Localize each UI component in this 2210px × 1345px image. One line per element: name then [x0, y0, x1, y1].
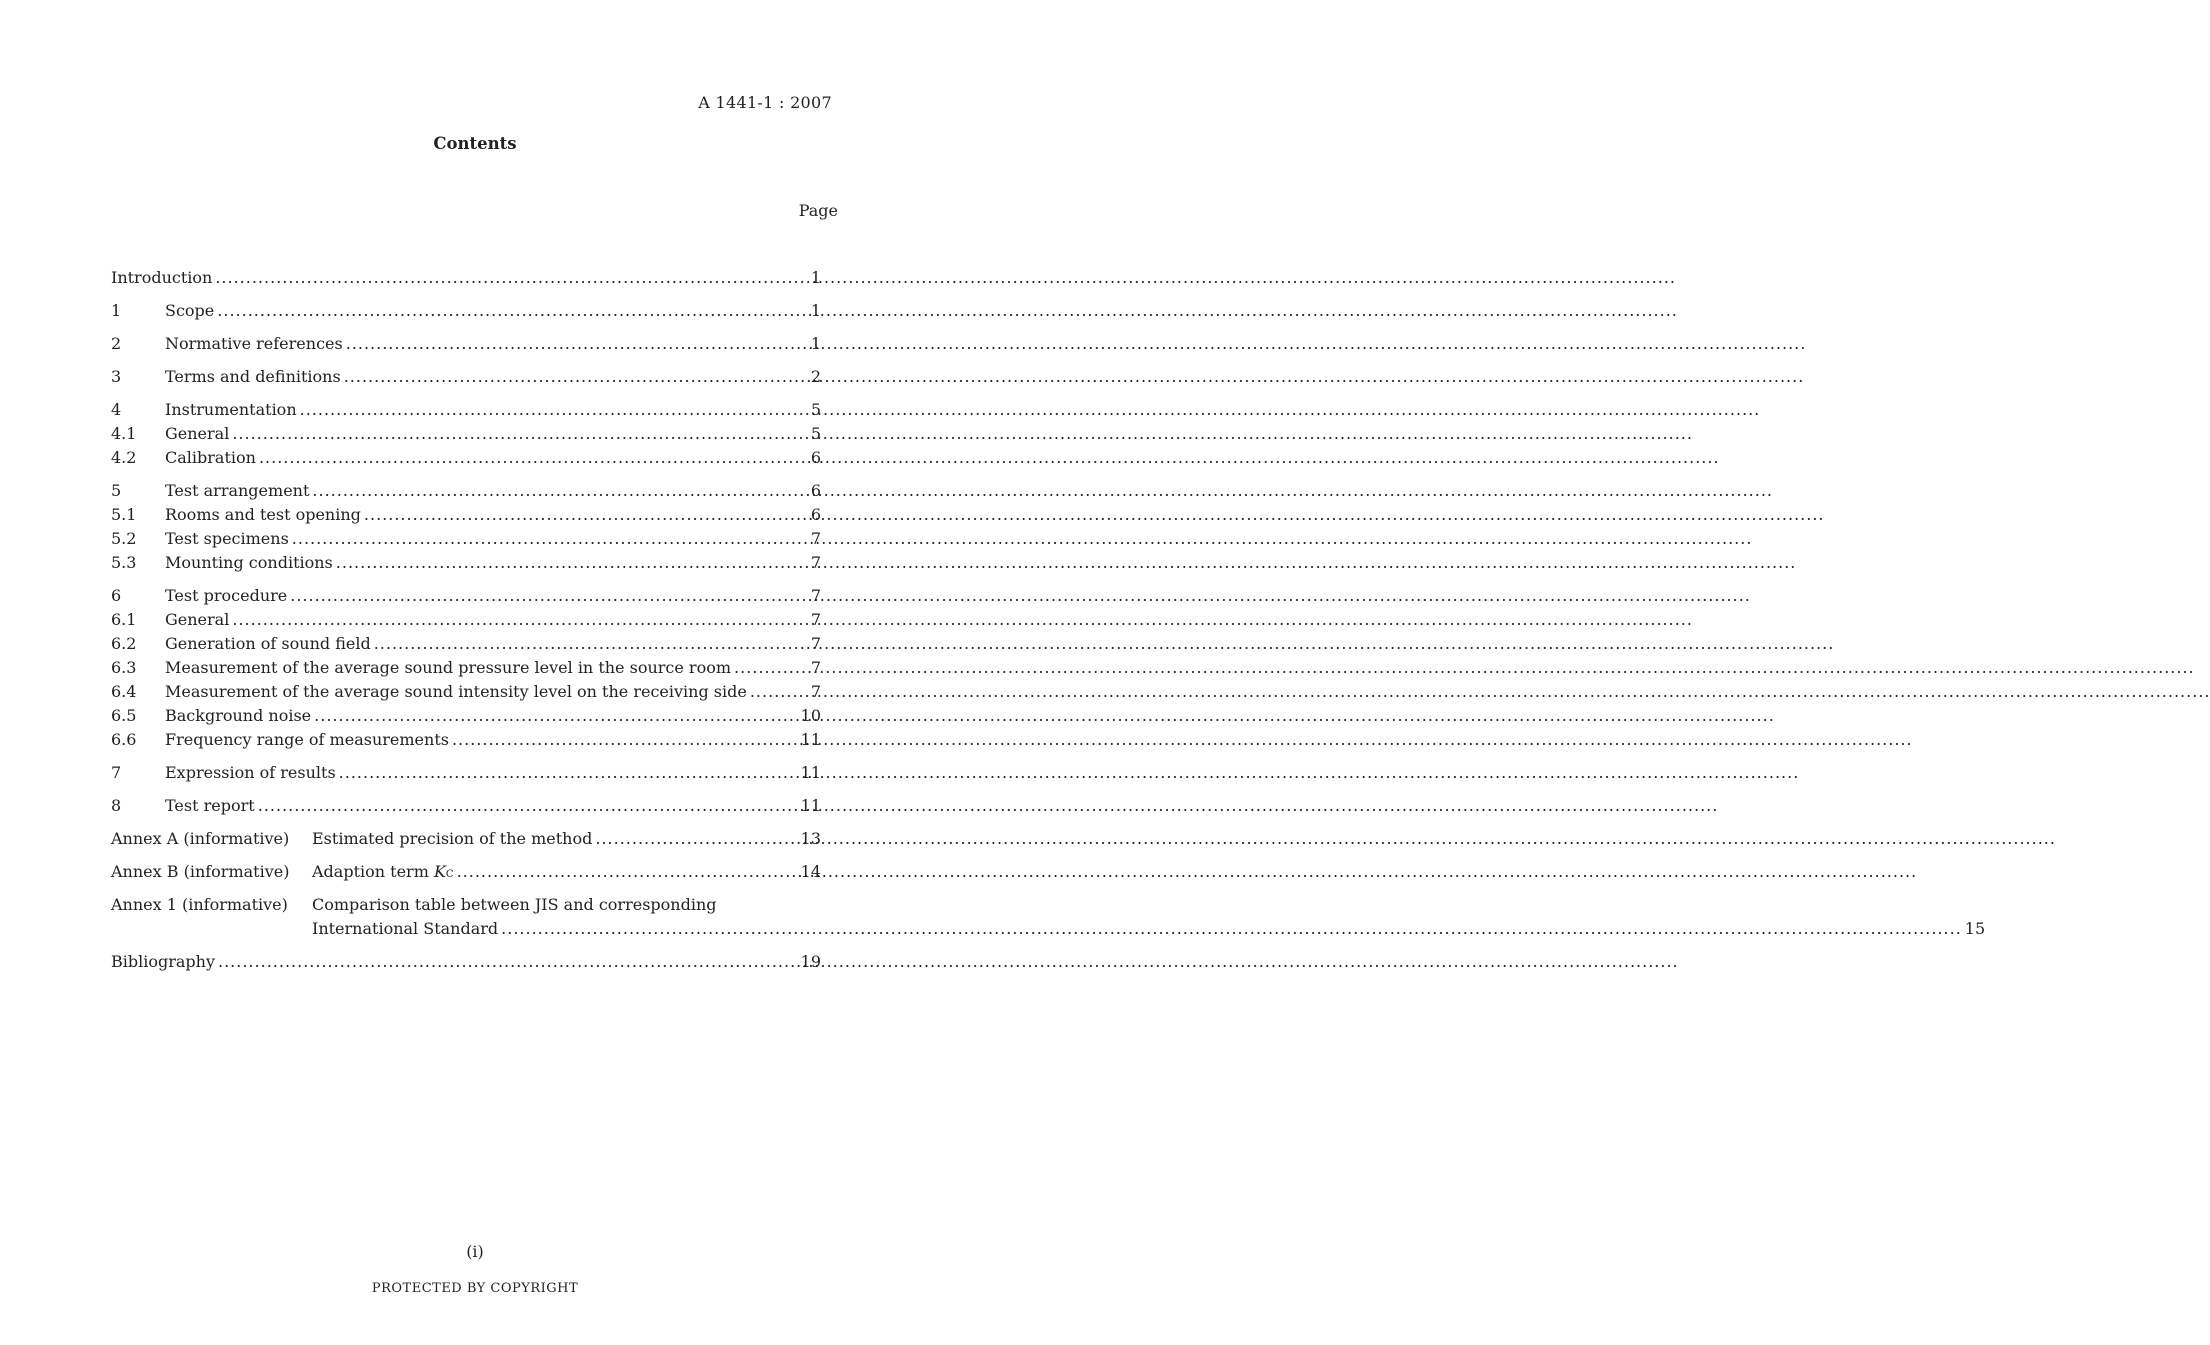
- annex-1-title-line-2: [312, 917, 1985, 941]
- toc-leader-dots: [215, 266, 807, 290]
- table-of-contents: [111, 266, 1986, 974]
- toc-leader-dots: [258, 794, 798, 818]
- toc-number: 5.1: [111, 505, 137, 524]
- footer-page-number: (i): [466, 1242, 484, 1261]
- page-column-heading: Page: [798, 201, 838, 220]
- kc-symbol-letter: K: [433, 862, 446, 881]
- toc-label: Measurement of the average sound intensity level on the receiving side: [165, 682, 747, 701]
- toc-entry-annex-a[interactable]: [111, 827, 821, 851]
- toc-leader-dots: [232, 422, 807, 446]
- toc-entry-sound-pressure-level[interactable]: [111, 656, 821, 680]
- toc-label: Test procedure: [165, 586, 288, 605]
- toc-number: 6.1: [111, 610, 137, 629]
- annex-b-title: Adaption term: [312, 862, 429, 881]
- toc-leader-dots: [457, 860, 798, 884]
- toc-leader-dots: [292, 527, 808, 551]
- toc-leader-dots: [217, 299, 808, 323]
- toc-label: Instrumentation: [165, 400, 297, 419]
- toc-leader-dots: [218, 950, 798, 974]
- toc-number: 5: [111, 481, 122, 500]
- toc-entry-instrumentation[interactable]: [111, 398, 821, 422]
- toc-leader-dots: [259, 446, 808, 470]
- toc-number: 6: [111, 586, 122, 605]
- annex-1-title-block: [312, 893, 1985, 941]
- toc-page-number: 11: [800, 763, 821, 782]
- annex-1-title-line-1: [312, 893, 1985, 917]
- toc-number: 7: [111, 763, 122, 782]
- toc-entry-normative-references[interactable]: [111, 332, 821, 356]
- toc-entry-background-noise[interactable]: [111, 704, 821, 728]
- toc-entry-annex-1[interactable]: [111, 893, 1986, 941]
- toc-page-number: 19: [800, 952, 821, 971]
- toc-entry-procedure-general[interactable]: [111, 608, 821, 632]
- toc-label: Generation of sound field: [165, 634, 371, 653]
- toc-number: 2: [111, 334, 122, 353]
- toc-entry-sound-intensity-level[interactable]: [111, 680, 821, 704]
- toc-label: Mounting conditions: [165, 553, 333, 572]
- toc-label: General: [165, 424, 230, 443]
- toc-label: Normative references: [165, 334, 343, 353]
- toc-leader-dots: [344, 365, 808, 389]
- page-title: Contents: [433, 134, 517, 153]
- toc-number: 3: [111, 367, 122, 386]
- toc-entry-calibration[interactable]: [111, 446, 821, 470]
- toc-label: Bibliography: [111, 952, 215, 971]
- toc-label: Measurement of the average sound pressure level in the source room: [165, 658, 732, 677]
- toc-leader-dots: [750, 680, 808, 704]
- toc-leader-dots: [734, 656, 808, 680]
- toc-label: Scope: [165, 301, 215, 320]
- toc-label: Expression of results: [165, 763, 336, 782]
- toc-label: International Standard: [312, 919, 499, 938]
- toc-entry-bibliography[interactable]: [111, 950, 821, 974]
- toc-label: Background noise: [165, 706, 312, 725]
- toc-number: 6.5: [111, 706, 137, 725]
- toc-number: 8: [111, 796, 122, 815]
- toc-entry-test-report[interactable]: [111, 794, 821, 818]
- toc-page-number: 7: [810, 586, 821, 605]
- toc-number: 4.1: [111, 424, 137, 443]
- toc-leader-dots: [364, 503, 808, 527]
- toc-label: Estimated precision of the method: [312, 829, 593, 848]
- toc-leader-dots: [595, 827, 797, 851]
- toc-leader-dots: [339, 761, 798, 785]
- toc-page-number: 7: [810, 682, 821, 701]
- toc-number: 4.2: [111, 448, 137, 467]
- toc-label: Terms and definitions: [165, 367, 341, 386]
- toc-number: 6.4: [111, 682, 137, 701]
- toc-label: Comparison table between JIS and corresponding: [312, 895, 717, 914]
- toc-label: Test specimens: [165, 529, 289, 548]
- toc-number: 6.3: [111, 658, 137, 677]
- toc-entry-frequency-range[interactable]: [111, 728, 821, 752]
- toc-leader-dots: [374, 632, 808, 656]
- toc-page-number: 6: [810, 481, 821, 500]
- annex-label: Annex 1 (informative): [111, 895, 288, 914]
- toc-label: Test report: [165, 796, 255, 815]
- toc-page-number: 5: [810, 424, 821, 443]
- toc-leader-dots: [501, 917, 1962, 941]
- toc-page-number: 1: [810, 334, 821, 353]
- toc-label: Introduction: [111, 268, 213, 287]
- toc-leader-dots: [452, 728, 798, 752]
- toc-number: 6.6: [111, 730, 137, 749]
- toc-page-number: 13: [800, 829, 821, 848]
- toc-number: 6.2: [111, 634, 137, 653]
- toc-label: Calibration: [165, 448, 256, 467]
- toc-entry-mounting-conditions[interactable]: [111, 551, 821, 575]
- toc-leader-dots: [336, 551, 808, 575]
- toc-leader-dots: [232, 608, 807, 632]
- toc-label: Test arrangement: [165, 481, 310, 500]
- kc-symbol: [434, 862, 454, 881]
- kc-subscript: C: [445, 869, 454, 880]
- toc-number: 1: [111, 301, 122, 320]
- toc-page-number: 5: [810, 400, 821, 419]
- toc-page-number: 1: [810, 301, 821, 320]
- toc-page-number: 15: [1964, 919, 1986, 938]
- toc-page-number: 14: [800, 862, 821, 881]
- toc-entry-introduction[interactable]: [111, 266, 821, 290]
- toc-entry-generation-of-sound-field[interactable]: [111, 632, 821, 656]
- toc-number: 5.3: [111, 553, 137, 572]
- toc-label: Frequency range of measurements: [165, 730, 449, 749]
- toc-page-number: 10: [800, 706, 821, 725]
- toc-entry-test-procedure[interactable]: [111, 584, 821, 608]
- toc-entry-expression-of-results[interactable]: [111, 761, 821, 785]
- toc-leader-dots: [300, 398, 808, 422]
- toc-page-number: 6: [810, 448, 821, 467]
- toc-entry-terms-and-definitions[interactable]: [111, 365, 821, 389]
- toc-label: Rooms and test opening: [165, 505, 361, 524]
- toc-entry-instrumentation-general[interactable]: [111, 422, 821, 446]
- toc-entry-test-specimens[interactable]: [111, 527, 821, 551]
- toc-label: [312, 860, 454, 887]
- toc-entry-test-arrangement[interactable]: [111, 479, 821, 503]
- copyright-notice: PROTECTED BY COPYRIGHT: [371, 1281, 579, 1296]
- toc-leader-dots: [346, 332, 808, 356]
- toc-number: 4: [111, 400, 122, 419]
- annex-label: Annex A (informative): [111, 829, 290, 848]
- toc-entry-scope[interactable]: [111, 299, 821, 323]
- toc-leader-dots: [290, 584, 808, 608]
- toc-page-number: 7: [810, 529, 821, 548]
- toc-page-number: 7: [810, 553, 821, 572]
- toc-page-number: 2: [810, 367, 821, 386]
- toc-page-number: 11: [800, 796, 821, 815]
- toc-leader-dots: [314, 704, 797, 728]
- toc-page-number: 6: [810, 505, 821, 524]
- annex-label: Annex B (informative): [111, 862, 290, 881]
- toc-page-number: 7: [810, 634, 821, 653]
- toc-page-number: 7: [810, 610, 821, 629]
- toc-entry-annex-b[interactable]: [111, 860, 821, 884]
- toc-page-number: 11: [800, 730, 821, 749]
- toc-number: 5.2: [111, 529, 137, 548]
- toc-page-number: 1: [810, 268, 821, 287]
- toc-label: General: [165, 610, 230, 629]
- toc-leader-dots: [312, 479, 807, 503]
- toc-page-number: 7: [810, 658, 821, 677]
- document-id: A 1441-1 : 2007: [698, 93, 832, 112]
- toc-entry-rooms-and-test-opening[interactable]: [111, 503, 821, 527]
